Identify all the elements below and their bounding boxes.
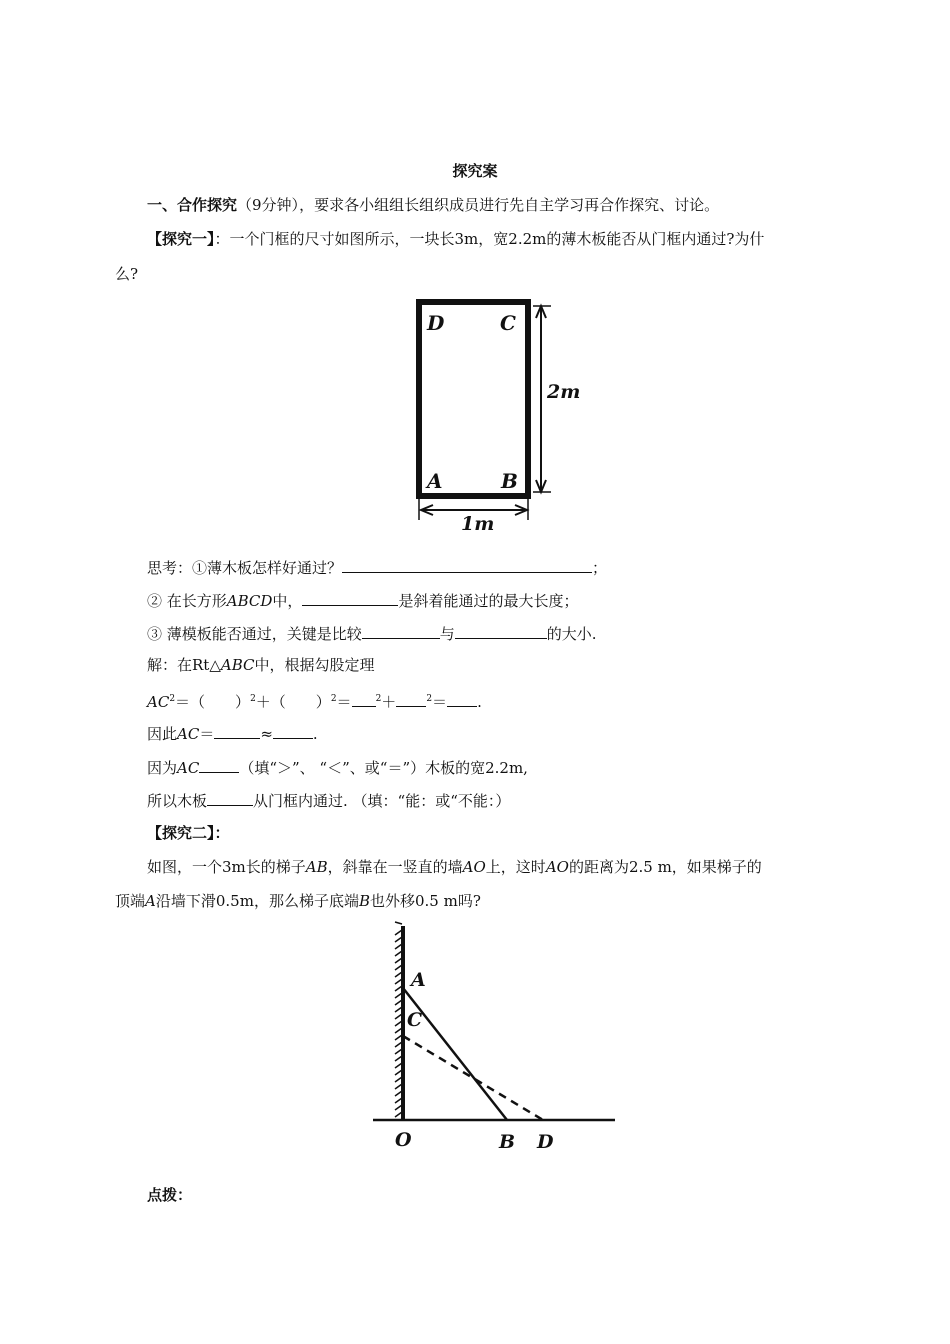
- answer-blank-3a[interactable]: [362, 622, 440, 639]
- answer-blank-compare[interactable]: [199, 756, 239, 773]
- wall-hatch-mark: [395, 937, 402, 942]
- explore2-paragraph-1: 如图，一个3m长的梯子AB，斜靠在一竖直的墙AO上，这时AO的距离为2.5 m，如果梯子的: [147, 858, 762, 876]
- answer-blank-eq1[interactable]: [352, 690, 376, 707]
- answer-blank-eq3[interactable]: [447, 690, 477, 707]
- section-text: ，要求各小组组长组织成员进行先自主学习再合作探究、讨论。: [299, 196, 720, 214]
- answer-blank-eq2[interactable]: [396, 690, 426, 707]
- wall-hatch-mark: [395, 930, 402, 935]
- wall-hatch-mark: [395, 1112, 402, 1117]
- answer-blank-can[interactable]: [207, 789, 253, 806]
- wall-hatch-mark: [395, 1028, 402, 1033]
- label-A: A: [411, 969, 426, 991]
- label-O: O: [395, 1129, 412, 1151]
- wall-hatch-mark: [395, 958, 402, 963]
- ladder-ab: [403, 988, 507, 1120]
- label-D: D: [427, 311, 445, 335]
- wall-hatch-mark: [395, 1077, 402, 1082]
- question-1: 思考：①薄木板怎样好通过？ ；: [147, 556, 607, 578]
- label-C: C: [500, 311, 516, 335]
- wall-hatch-mark: [395, 1091, 402, 1096]
- section-heading-line: [147, 195, 719, 215]
- wall-hatch-mark: [395, 993, 402, 998]
- wall-hatch-mark: [395, 1014, 402, 1019]
- label-D: D: [537, 1131, 554, 1153]
- wall-hatch-mark: [395, 1035, 402, 1040]
- label-C: C: [407, 1009, 423, 1031]
- section-heading: 一、合作探究: [147, 196, 238, 214]
- wall-hatch-mark: [395, 1056, 402, 1061]
- solution-intro: 解：在Rt△ABC中，根据勾股定理: [147, 656, 375, 674]
- wall-hatch-mark: [395, 1070, 402, 1075]
- door-frame-diagram: [405, 298, 581, 538]
- wall-hatch-mark: [395, 972, 402, 977]
- answer-blank-1[interactable]: [342, 556, 592, 573]
- hint-label: 点拨：: [147, 1186, 193, 1204]
- page-title: 探究案: [452, 162, 498, 180]
- wall-hatch-mark: [395, 1000, 402, 1005]
- wall-hatch-mark: [395, 1105, 402, 1110]
- answer-blank-2[interactable]: [302, 589, 398, 606]
- wall-hatch-mark: [395, 1098, 402, 1103]
- label-A: A: [427, 469, 443, 493]
- pythagoras-equation: $AC^2=$（ ）$^2$＋（ ）$^2$＝ $^2$＋ $^2$＝ .: [147, 689, 482, 712]
- label-B: B: [501, 469, 518, 493]
- wall-hatch-mark: [395, 944, 402, 949]
- label-height: 2m: [547, 381, 581, 403]
- thus-line: 因此AC＝ ≈ .: [147, 722, 318, 744]
- wall-hatch-mark: [395, 965, 402, 970]
- explore1-text-a: ：一个门框的尺寸如图所示，一块长3m，宽2.2m的薄木板能否从门框内通过?为什: [214, 230, 765, 248]
- answer-blank-approx[interactable]: [273, 722, 313, 739]
- explore2-heading: 【探究二】：: [147, 824, 230, 842]
- question-3: ③ 薄模板能否通过，关键是比较 与 的大小.: [147, 622, 597, 644]
- explore1-text-b: 么?: [115, 265, 139, 283]
- wall-hatch-mark: [395, 1021, 402, 1026]
- so-line: 所以木板 从门框内通过. （填：“能：或“不能：）: [147, 789, 510, 811]
- wall-hatch-mark: [395, 1049, 402, 1054]
- label-width: 1m: [461, 513, 495, 535]
- wall-hatch-mark: [395, 979, 402, 984]
- ladder-diagram: [365, 922, 625, 1158]
- explore1-label: 【探究一】: [147, 230, 215, 248]
- explore2-paragraph-2: 顶端A沿墙下滑0.5m，那么梯子底端B也外移0.5 m吗?: [115, 892, 481, 910]
- answer-blank-ac[interactable]: [214, 722, 260, 739]
- wall-hatch-mark: [395, 1042, 402, 1047]
- answer-blank-3b[interactable]: [455, 622, 547, 639]
- wall-hatch-mark: [395, 951, 402, 956]
- wall-hatch-mark: [395, 1084, 402, 1089]
- label-B: B: [499, 1131, 516, 1153]
- wall-hatch-mark: [395, 1063, 402, 1068]
- wall-hatching: [395, 922, 402, 924]
- explore1-intro: [147, 229, 764, 249]
- because-line: 因为AC （填“＞”、 “＜”、或“＝”）木板的宽2.2m,: [147, 756, 528, 778]
- wall-hatch-mark: [395, 986, 402, 991]
- wall-hatch-mark: [395, 1007, 402, 1012]
- section-time: （9分钟）: [237, 196, 300, 214]
- question-2: ② 在长方形ABCD中， 是斜着能通过的最大长度；: [147, 589, 578, 611]
